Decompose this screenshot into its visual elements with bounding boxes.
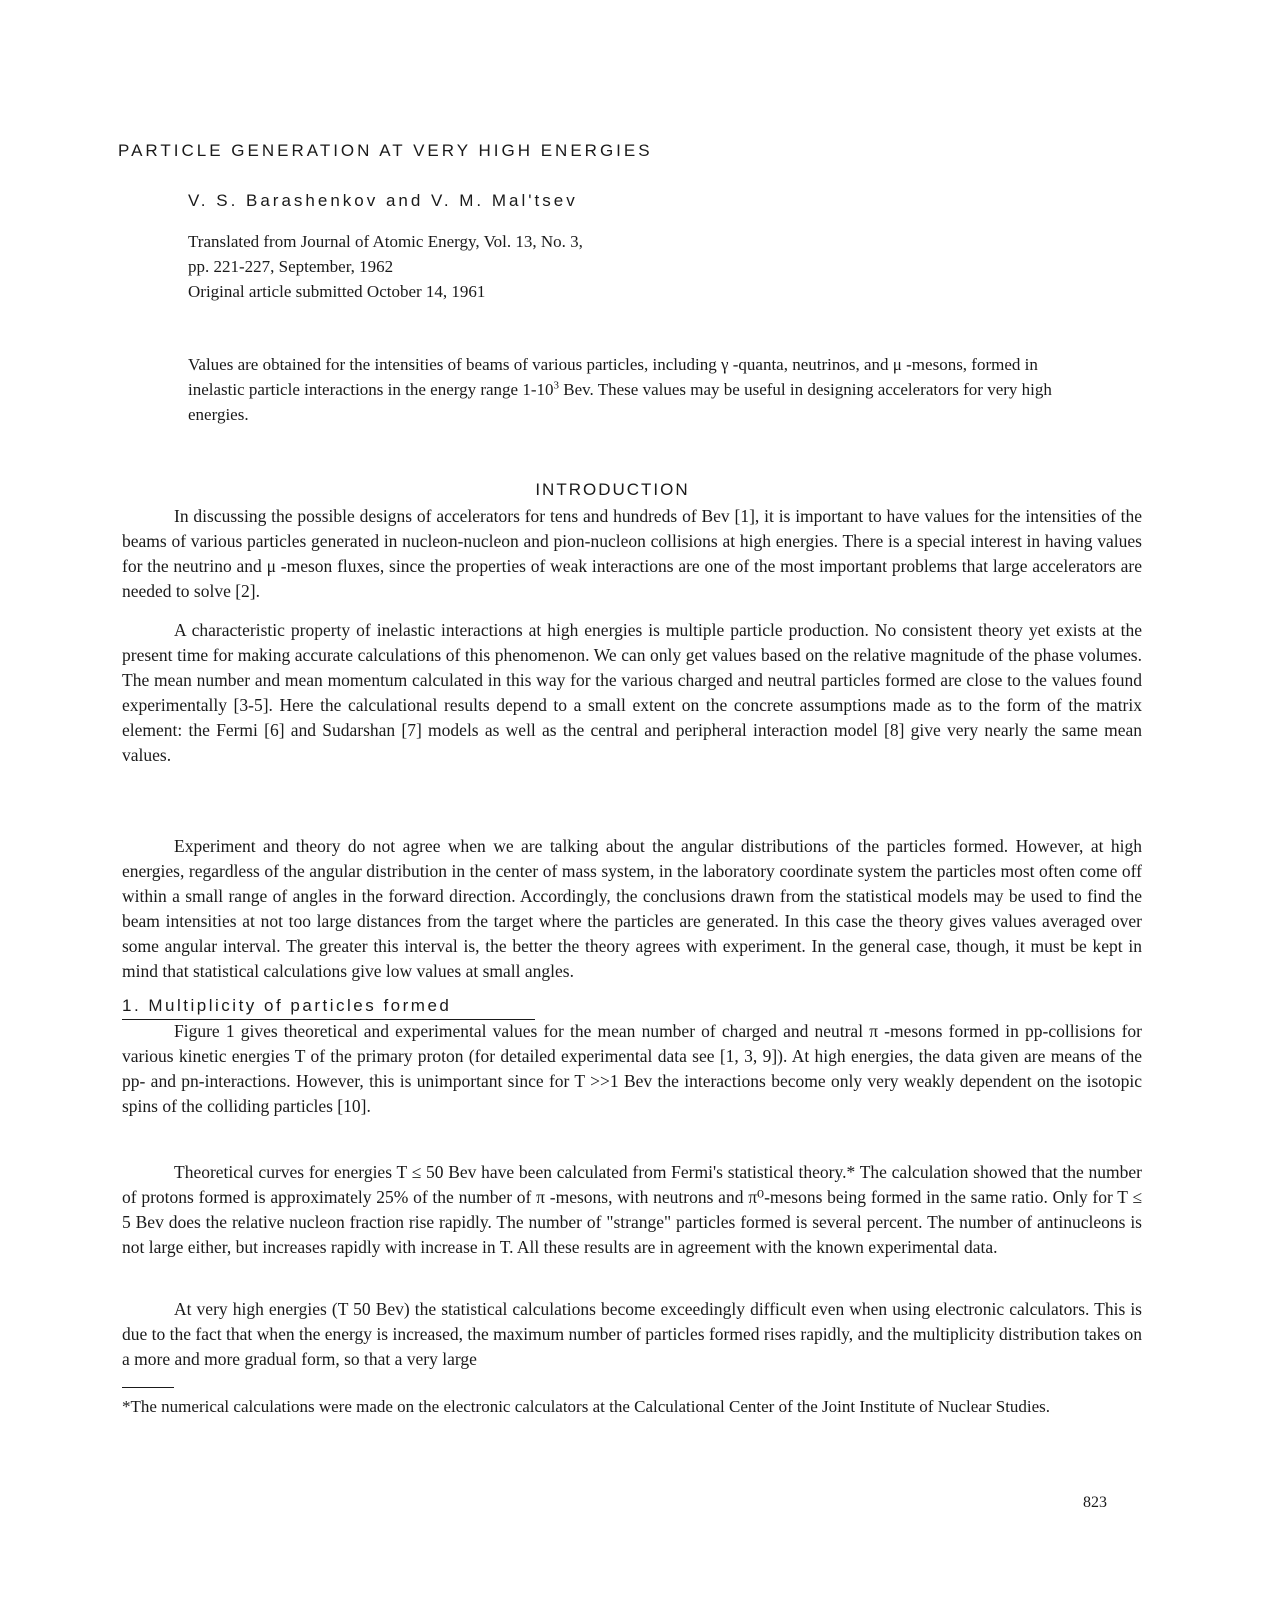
translation-info bbox=[188, 229, 583, 304]
intro-paragraph-2 bbox=[122, 618, 1142, 768]
abstract-text-1: Values are obtained for the intensities of beams of various particles, including γ -quanta, neutrinos, and μ -mesons, formed in inelastic particle interactions in the energy range 1-10 bbox=[188, 355, 1038, 399]
submission-date: Original article submitted October 14, 1961 bbox=[188, 282, 486, 301]
section-1-paragraph-2 bbox=[122, 1160, 1142, 1260]
section-1-paragraph-1 bbox=[122, 1019, 1142, 1119]
page-number: 823 bbox=[1083, 1494, 1107, 1511]
abstract-text-2: Bev. These values may be useful in designing accelerators for very high energies. bbox=[188, 380, 1052, 424]
intro-paragraph-1-text: In discussing the possible designs of accelerators for tens and hundreds of Bev [1], it is important to have values for the intensities of the beams of various particles generated in nucleon-nucleon and pion-nucleon collisions at high energies. There is a special interest in having values for the neutrino and μ -meson fluxes, since the properties of weak interactions are one of the most important problems that large accelerators are needed to solve [2]. bbox=[122, 506, 1142, 601]
abstract-superscript: 3 bbox=[553, 379, 560, 392]
introduction-heading: INTRODUCTION bbox=[535, 480, 690, 499]
footnote-rule bbox=[122, 1387, 174, 1388]
section-1-paragraph-2-text: Theoretical curves for energies T ≤ 50 Bev have been calculated from Fermi's statistical theory.* The calculation showed that the number of protons formed is approximately 25% of the number of π -mesons, with neutrons and π⁰-mesons being formed in the same ratio. Only for T ≤ 5 Bev does the relative nucleon fraction rise rapidly. The number of "strange" particles formed is several percent. The number of antinucleons is not large either, but increases rapidly with increase in T. All these results are in agreement with the known experimental data. bbox=[122, 1162, 1142, 1257]
section-1-paragraph-3-text: At very high energies (T 50 Bev) the statistical calculations become exceedingly difficult even when using electronic calculators. This is due to the fact that when the energy is increased, the maximum number of particles formed rises rapidly, and the multiplicity distribution takes on a more and more gradual form, so that a very large bbox=[122, 1299, 1142, 1369]
intro-paragraph-2-text: A characteristic property of inelastic interactions at high energies is multiple particle production. No consistent theory yet exists at the present time for making accurate calculations of this phenomenon. We can only get values based on the relative magnitude of the phase volumes. The mean number and mean momentum calculated in this way for the various charged and neutral particles formed are close to the values found experimentally [3-5]. Here the calculational results depend to a small extent on the concrete assumptions made as to the form of the matrix element: the Fermi [6] and Sudarshan [7] models as well as the central and peripheral interaction model [8] give very nearly the same mean values. bbox=[122, 620, 1142, 765]
intro-paragraph-3-text: Experiment and theory do not agree when we are talking about the angular distributions of the particles formed. However, at high energies, regardless of the angular distribution in the center of mass system, in the laboratory coordinate system the particles most often come off within a small range of angles in the forward direction. Accordingly, the conclusions drawn from the statistical models may be used to find the beam intensities at not too large distances from the target where the particles are generated. In this case the theory gives values averaged over some angular interval. The greater this interval is, the better the theory agrees with experiment. In the general case, though, it must be kept in mind that statistical calculations give low values at small angles. bbox=[122, 836, 1142, 981]
translation-line-1: Translated from Journal of Atomic Energy, Vol. 13, No. 3, bbox=[188, 232, 583, 251]
abstract bbox=[188, 352, 1068, 427]
section-1-paragraph-3 bbox=[122, 1297, 1142, 1372]
paper-title: PARTICLE GENERATION AT VERY HIGH ENERGIES bbox=[118, 141, 653, 160]
translation-line-2: pp. 221-227, September, 1962 bbox=[188, 257, 394, 276]
intro-paragraph-1 bbox=[122, 504, 1142, 604]
intro-paragraph-3 bbox=[122, 834, 1142, 984]
footnote: *The numerical calculations were made on the electronic calculators at the Calculational Center of the Joint Institute of Nuclear Studies. bbox=[122, 1397, 1051, 1416]
authors: V. S. Barashenkov and V. M. Mal'tsev bbox=[188, 191, 578, 210]
section-1-heading: 1. Multiplicity of particles formed bbox=[122, 996, 452, 1015]
section-1-paragraph-1-text: Figure 1 gives theoretical and experimental values for the mean number of charged and neutral π -mesons formed in pp-collisions for various kinetic energies T of the primary proton (for detailed experimental data see [1, 3, 9]). At high energies, the data given are means of the pp- and pn-interactions. However, this is unimportant since for T >>1 Bev the interactions become only very weakly dependent on the isotopic spins of the colliding particles [10]. bbox=[122, 1021, 1142, 1116]
